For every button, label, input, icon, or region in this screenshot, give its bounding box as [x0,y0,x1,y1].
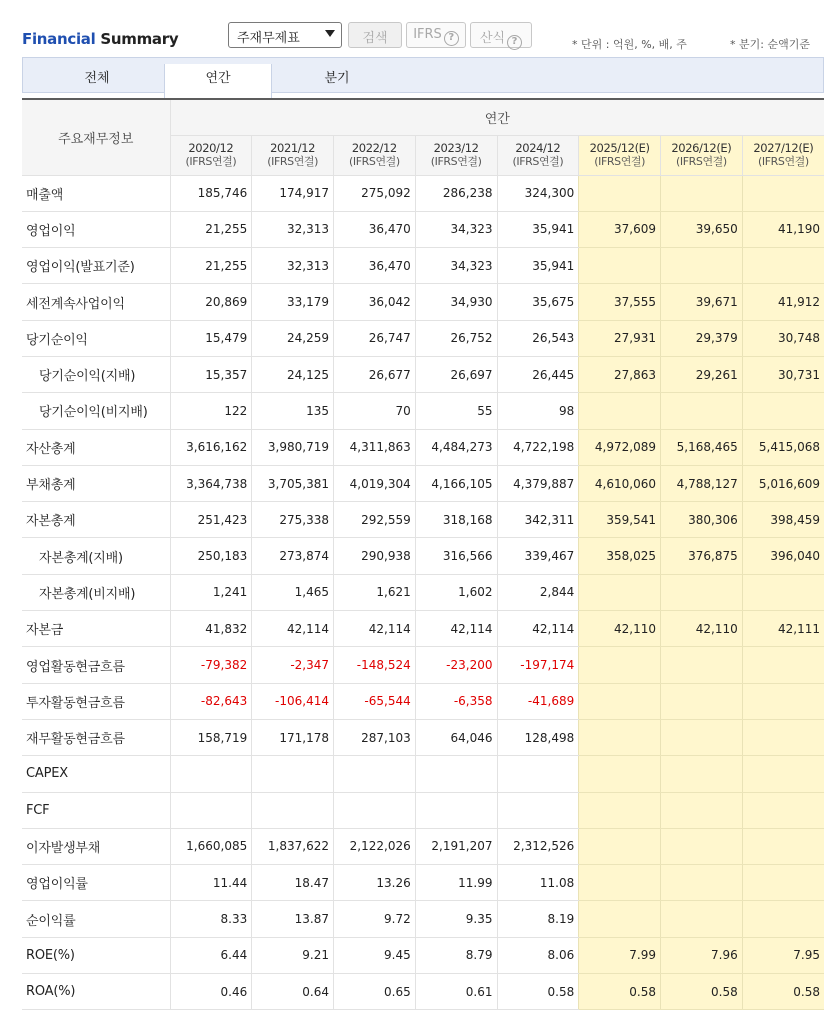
table-cell: 1,241 [170,574,252,610]
table-cell: -197,174 [497,647,579,683]
table-cell: 158,719 [170,719,252,755]
table-cell [579,865,661,901]
table-cell: 42,110 [661,611,743,647]
table-cell [742,792,824,828]
table-row [22,393,824,429]
table-cell [742,719,824,755]
table-cell: 4,166,105 [415,465,497,501]
period-basis: (IFRS연결) [757,155,809,168]
table-cell: 6.44 [170,937,252,973]
tab-all[interactable]: 전체 [84,71,110,86]
table-cell: 7.96 [661,937,743,973]
table-cell [579,756,661,792]
table-cell: 36,042 [334,284,416,320]
table-cell: 24,259 [252,320,334,356]
tab-annual[interactable]: 연간 [164,64,272,100]
section-title [22,30,178,48]
period-header [252,135,334,175]
table-cell: 275,092 [334,175,416,211]
table-cell: 27,863 [579,356,661,392]
row-label[interactable]: ROA(%) [22,974,170,1010]
period-header [170,135,252,175]
table-cell: 37,609 [579,211,661,247]
row-label[interactable]: 영업활동현금흐름 [22,647,170,683]
row-label[interactable]: 자산총계 [22,429,170,465]
table-cell: 0.46 [170,974,252,1010]
table-row [22,356,824,392]
table-cell: 0.61 [415,974,497,1010]
row-label[interactable]: 세전계속사업이익 [22,284,170,320]
table-cell: 3,364,738 [170,465,252,501]
table-cell [497,756,579,792]
table-cell: 128,498 [497,719,579,755]
period-year: 2025/12(E) [589,141,650,155]
table-cell: -2,347 [252,647,334,683]
table-cell: 376,875 [661,538,743,574]
table-row [22,719,824,755]
table-cell: 4,788,127 [661,465,743,501]
row-label[interactable]: 매출액 [22,175,170,211]
row-label[interactable]: 영업이익 [22,211,170,247]
question-icon: ? [444,31,459,46]
table-cell: 4,019,304 [334,465,416,501]
search-button[interactable]: 검색 [348,22,402,48]
table-cell: 4,484,273 [415,429,497,465]
table-cell: 398,459 [742,502,824,538]
table-cell: 380,306 [661,502,743,538]
row-label[interactable]: 당기순이익(지배) [22,356,170,392]
period-basis: (IFRS연결) [185,155,237,168]
table-cell: 20,869 [170,284,252,320]
table-cell: 358,025 [579,538,661,574]
period-year: 2020/12 [188,141,234,155]
table-cell: 1,465 [252,574,334,610]
table-cell [742,248,824,284]
period-year: 2023/12 [433,141,479,155]
table-cell: 13.26 [334,865,416,901]
table-cell: 98 [497,393,579,429]
table-cell [579,683,661,719]
table-row [22,284,824,320]
table-cell [661,647,743,683]
table-cell: 11.44 [170,865,252,901]
table-cell [579,175,661,211]
table-row [22,320,824,356]
annual-group-header: 연간 [170,99,824,135]
table-cell: 41,832 [170,611,252,647]
table-cell [334,756,416,792]
table-cell: 342,311 [497,502,579,538]
row-label[interactable]: CAPEX [22,756,170,792]
table-cell [661,175,743,211]
table-cell: 42,114 [334,611,416,647]
table-cell: 292,559 [334,502,416,538]
table-cell [742,901,824,937]
table-cell: 41,190 [742,211,824,247]
table-cell: 11.99 [415,865,497,901]
table-cell: 250,183 [170,538,252,574]
table-cell: 290,938 [334,538,416,574]
period-year: 2027/12(E) [753,141,814,155]
table-cell: 318,168 [415,502,497,538]
table-cell [579,792,661,828]
period-basis: (IFRS연결) [512,155,564,168]
table-cell: 42,114 [415,611,497,647]
table-row [22,756,824,792]
table-cell: 9.45 [334,937,416,973]
table-cell: 4,610,060 [579,465,661,501]
summary-header [0,0,835,56]
table-cell: 35,941 [497,248,579,284]
tab-quarter[interactable]: 분기 [324,71,350,86]
table-row [22,175,824,211]
table-cell [661,393,743,429]
table-cell: 339,467 [497,538,579,574]
row-label[interactable]: 순이익률 [22,901,170,937]
table-cell: 32,313 [252,248,334,284]
period-year: 2021/12 [270,141,316,155]
row-label[interactable]: 당기순이익 [22,320,170,356]
table-cell: 27,931 [579,320,661,356]
table-cell: 4,311,863 [334,429,416,465]
table-cell [742,756,824,792]
table-cell: 5,415,068 [742,429,824,465]
period-basis: (IFRS연결) [267,155,319,168]
ifrs-help-button[interactable] [406,22,466,48]
table-cell: 36,470 [334,248,416,284]
table-body [22,175,824,1010]
table-cell: 42,114 [252,611,334,647]
financial-summary-table [22,98,824,1010]
table-row [22,974,824,1010]
row-label[interactable]: 자본총계 [22,502,170,538]
row-label[interactable]: ROE(%) [22,937,170,973]
table-cell: 70 [334,393,416,429]
table-cell: 42,114 [497,611,579,647]
table-cell [661,901,743,937]
table-cell: 34,323 [415,211,497,247]
table-cell [579,647,661,683]
chevron-down-icon [325,30,335,37]
table-row [22,828,824,864]
table-cell: 0.65 [334,974,416,1010]
table-cell: 55 [415,393,497,429]
table-cell: 275,338 [252,502,334,538]
table-cell: 9.35 [415,901,497,937]
table-cell: 42,111 [742,611,824,647]
table-cell: 8.19 [497,901,579,937]
table-cell: 1,602 [415,574,497,610]
table-cell: -106,414 [252,683,334,719]
table-cell: 2,191,207 [415,828,497,864]
row-label[interactable]: 이자발생부채 [22,828,170,864]
table-cell [742,683,824,719]
table-cell: 8.06 [497,937,579,973]
table-cell [579,719,661,755]
row-label[interactable]: 재무활동현금흐름 [22,719,170,755]
formula-help-button[interactable] [470,22,532,48]
label-column-header: 주요재무정보 [22,99,170,175]
table-cell: 3,705,381 [252,465,334,501]
table-cell: 21,255 [170,248,252,284]
table-row [22,574,824,610]
table-cell: 29,261 [661,356,743,392]
table-cell: 174,917 [252,175,334,211]
table-cell [579,828,661,864]
table-cell: 324,300 [497,175,579,211]
row-label[interactable]: 자본총계(지배) [22,538,170,574]
table-cell: -23,200 [415,647,497,683]
statement-type-select[interactable] [228,22,342,48]
table-cell: 35,941 [497,211,579,247]
table-cell: 5,168,465 [661,429,743,465]
row-label[interactable]: 투자활동현금흐름 [22,683,170,719]
table-cell: 21,255 [170,211,252,247]
table-row [22,465,824,501]
table-cell: 2,312,526 [497,828,579,864]
table-cell: 0.64 [252,974,334,1010]
table-cell: 1,837,622 [252,828,334,864]
table-cell: 18.47 [252,865,334,901]
table-cell: 39,671 [661,284,743,320]
ifrs-label: IFRS [413,27,442,42]
table-cell [334,792,416,828]
table-cell: 29,379 [661,320,743,356]
table-cell [661,828,743,864]
table-row [22,901,824,937]
table-cell: 4,972,089 [579,429,661,465]
period-header [415,135,497,175]
table-cell: 35,675 [497,284,579,320]
period-year: 2026/12(E) [671,141,732,155]
table-row [22,865,824,901]
table-cell: -79,382 [170,647,252,683]
period-year: 2022/12 [351,141,397,155]
table-cell [579,248,661,284]
table-cell [661,865,743,901]
statement-type-value: 주재무제표 [237,31,300,46]
table-cell: 26,543 [497,320,579,356]
table-cell [415,756,497,792]
table-cell: 273,874 [252,538,334,574]
table-cell: -6,358 [415,683,497,719]
table-cell: 26,677 [334,356,416,392]
table-cell: 185,746 [170,175,252,211]
table-cell: 0.58 [497,974,579,1010]
table-cell: 11.08 [497,865,579,901]
table-cell [661,792,743,828]
table-cell: 0.58 [661,974,743,1010]
table-cell: 26,747 [334,320,416,356]
row-label[interactable]: FCF [22,792,170,828]
table-cell [252,756,334,792]
table-cell: 359,541 [579,502,661,538]
table-cell [742,828,824,864]
table-cell: 171,178 [252,719,334,755]
table-cell [661,756,743,792]
table-cell: 32,313 [252,211,334,247]
table-cell [579,574,661,610]
table-cell: 41,912 [742,284,824,320]
row-label[interactable]: 당기순이익(비지배) [22,393,170,429]
table-cell: 316,566 [415,538,497,574]
table-cell: 34,323 [415,248,497,284]
period-basis: (IFRS연결) [430,155,482,168]
row-label[interactable]: 자본총계(비지배) [22,574,170,610]
table-cell: 122 [170,393,252,429]
table-cell [252,792,334,828]
table-cell: 15,479 [170,320,252,356]
question-icon: ? [507,35,522,50]
row-label[interactable]: 영업이익(발표기준) [22,248,170,284]
table-cell [742,647,824,683]
table-cell: 9.72 [334,901,416,937]
table-cell: 42,110 [579,611,661,647]
table-cell [661,683,743,719]
unit-note: * 단위 : 억원, %, 배, 주 [572,38,687,51]
table-cell: 8.33 [170,901,252,937]
table-cell: 7.95 [742,937,824,973]
title-financial: Financial [22,30,96,48]
table-row [22,792,824,828]
table-cell [742,574,824,610]
table-cell [742,865,824,901]
table-row [22,502,824,538]
table-cell [170,756,252,792]
table-cell: 37,555 [579,284,661,320]
table-cell: 251,423 [170,502,252,538]
period-header [579,135,661,175]
table-cell: 26,445 [497,356,579,392]
formula-label: 산식 [479,31,506,46]
table-cell [579,901,661,937]
table-cell: -65,544 [334,683,416,719]
table-cell: -41,689 [497,683,579,719]
table-cell: 4,722,198 [497,429,579,465]
table-cell: -148,524 [334,647,416,683]
table-cell: 34,930 [415,284,497,320]
table-cell: 30,748 [742,320,824,356]
table-cell: 4,379,887 [497,465,579,501]
table-cell [170,792,252,828]
period-basis: (IFRS연결) [348,155,400,168]
period-basis: (IFRS연결) [594,155,646,168]
table-cell: 287,103 [334,719,416,755]
period-basis: (IFRS연결) [675,155,727,168]
table-cell [579,393,661,429]
table-cell: 3,980,719 [252,429,334,465]
table-cell: 396,040 [742,538,824,574]
table-cell: 5,016,609 [742,465,824,501]
quarter-basis-note: * 분기: 순액기준 [730,38,810,51]
period-header [661,135,743,175]
table-cell: 26,752 [415,320,497,356]
table-cell: 0.58 [742,974,824,1010]
table-cell: 286,238 [415,175,497,211]
period-header [334,135,416,175]
table-row [22,611,824,647]
table-cell: 135 [252,393,334,429]
period-header [497,135,579,175]
table-cell: 24,125 [252,356,334,392]
table-cell: 15,357 [170,356,252,392]
table-cell: 13.87 [252,901,334,937]
table-cell: 1,621 [334,574,416,610]
period-year: 2024/12 [515,141,561,155]
table-cell [742,393,824,429]
table-cell: 1,660,085 [170,828,252,864]
table-cell: 64,046 [415,719,497,755]
table-row [22,937,824,973]
table-cell [661,719,743,755]
table-cell [497,792,579,828]
table-cell: 0.58 [579,974,661,1010]
table-cell [661,574,743,610]
row-label[interactable]: 부채총계 [22,465,170,501]
table-cell: 3,616,162 [170,429,252,465]
period-header [742,135,824,175]
row-label[interactable]: 영업이익률 [22,865,170,901]
table-row [22,538,824,574]
table-cell [742,175,824,211]
table-cell [415,792,497,828]
table-cell: 30,731 [742,356,824,392]
table-cell: 26,697 [415,356,497,392]
table-row [22,429,824,465]
title-summary: Summary [95,30,179,48]
table-row [22,683,824,719]
row-label[interactable]: 자본금 [22,611,170,647]
table-row [22,248,824,284]
table-row [22,647,824,683]
table-cell: 8.79 [415,937,497,973]
table-cell: -82,643 [170,683,252,719]
period-tabs [22,57,824,93]
table-cell: 9.21 [252,937,334,973]
table-cell: 2,844 [497,574,579,610]
table-cell: 36,470 [334,211,416,247]
table-cell: 33,179 [252,284,334,320]
table-row [22,211,824,247]
table-cell: 7.99 [579,937,661,973]
table-cell: 39,650 [661,211,743,247]
table-cell [661,248,743,284]
table-cell: 2,122,026 [334,828,416,864]
